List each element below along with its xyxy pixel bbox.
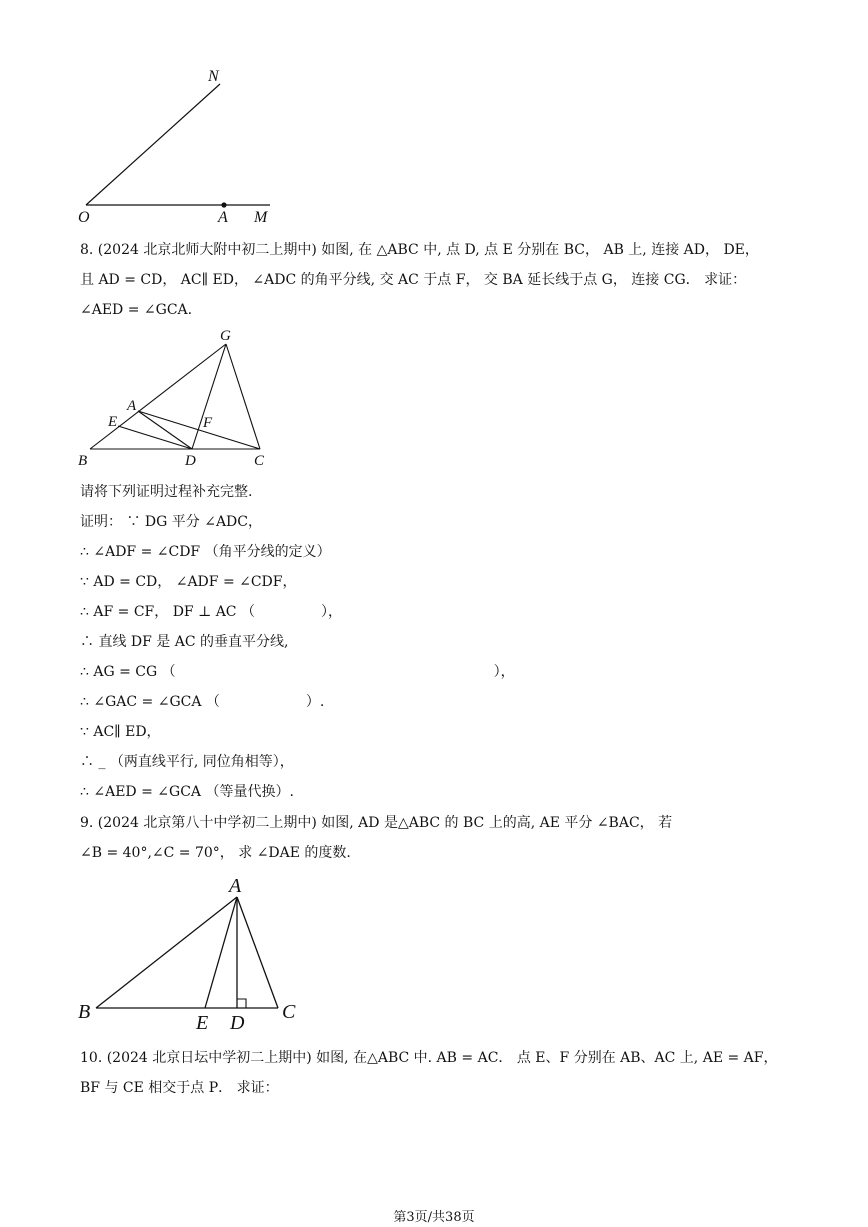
problem8-line-2: 且 AD = CD， AC∥ ED， ∠ADC 的角平分线, 交 AC 于点 F， 交 BA 延长线于点 G， 连接 CG． 求证： xyxy=(80,272,747,288)
proof-line-6 xyxy=(80,662,515,682)
proof-instruction: 请将下列证明过程补充完整. xyxy=(80,484,253,500)
proof-line-10: ∴ ∠AED = ∠GCA （等量代换）. xyxy=(80,784,294,800)
figure-problem9-svg xyxy=(74,870,314,1036)
label-f: F xyxy=(203,415,213,431)
label-n: N xyxy=(208,68,219,85)
label-a: A xyxy=(127,398,137,414)
problem9-line-1: 9. (2024 北京第八十中学初二上期中) 如图, AD 是△ABC 的 BC 上的高, AE 平分 ∠BAC， 若 xyxy=(80,815,673,831)
label-e: E xyxy=(108,414,118,430)
problem9-line-2: ∠B = 40°,∠C = 70°， 求 ∠DAE 的度数. xyxy=(80,845,351,861)
figure-problem8-svg xyxy=(74,322,284,472)
label-c: C xyxy=(282,1001,296,1023)
label-c: C xyxy=(254,453,265,469)
problem10-line-1: 10. (2024 北京日坛中学初二上期中) 如图, 在△ABC 中. AB = AC． 点 E、F 分别在 AB、AC 上, AE = AF， xyxy=(80,1050,778,1066)
label-o: O xyxy=(78,209,90,226)
proof-line-7 xyxy=(80,692,324,712)
problem8-line-1: 8. (2024 北京北师大附中初二上期中) 如图, 在 △ABC 中, 点 D, 点 E 分别在 BC， AB 上, 连接 AD， DE， xyxy=(80,242,759,258)
proof-line-6-close: ）， xyxy=(493,664,515,680)
proof-line-3: ∵ AD = CD， ∠ADF = ∠CDF， xyxy=(80,574,297,590)
figure-angle-mon-svg xyxy=(70,62,290,228)
point-a-dot xyxy=(221,202,226,207)
figure-angle-mon xyxy=(70,62,290,228)
proof-line-7-close: ）. xyxy=(305,694,325,710)
problem10-line-2: BF 与 CE 相交于点 P． 求证： xyxy=(80,1080,279,1096)
figure-problem8 xyxy=(74,322,284,472)
label-g: G xyxy=(220,328,231,344)
proof-line-7-text: ∴ ∠GAC = ∠GCA （ xyxy=(80,694,220,710)
problem8-line-3: ∠AED = ∠GCA. xyxy=(80,302,193,318)
label-a: A xyxy=(218,209,228,226)
label-e: E xyxy=(196,1012,209,1034)
proof-line-1: 证明： ∵ DG 平分 ∠ADC， xyxy=(80,514,262,530)
proof-line-9: ∴ _ （两直线平行, 同位角相等）， xyxy=(80,754,294,770)
right-angle-mark xyxy=(237,999,246,1008)
label-m: M xyxy=(254,209,268,226)
label-b: B xyxy=(78,453,88,469)
proof-line-5: ∴ 直线 DF 是 AC 的垂直平分线, xyxy=(80,634,289,650)
label-d: D xyxy=(185,453,196,469)
proof-line-6-text: ∴ AG = CG （ xyxy=(80,664,176,680)
label-b: B xyxy=(78,1001,91,1023)
proof-line-4 xyxy=(80,602,342,622)
figure-problem9 xyxy=(74,870,314,1036)
proof-line-4-text: ∴ AF = CF， DF ⊥ AC （ xyxy=(80,604,255,620)
label-d: D xyxy=(230,1012,245,1034)
proof-line-2: ∴ ∠ADF = ∠CDF （角平分线的定义） xyxy=(80,544,331,560)
label-a: A xyxy=(229,875,242,897)
proof-line-8: ∵ AC∥ ED， xyxy=(80,724,161,740)
proof-line-4-close: ）， xyxy=(320,604,342,620)
page-footer: 第3页/共38页 xyxy=(393,1210,475,1225)
